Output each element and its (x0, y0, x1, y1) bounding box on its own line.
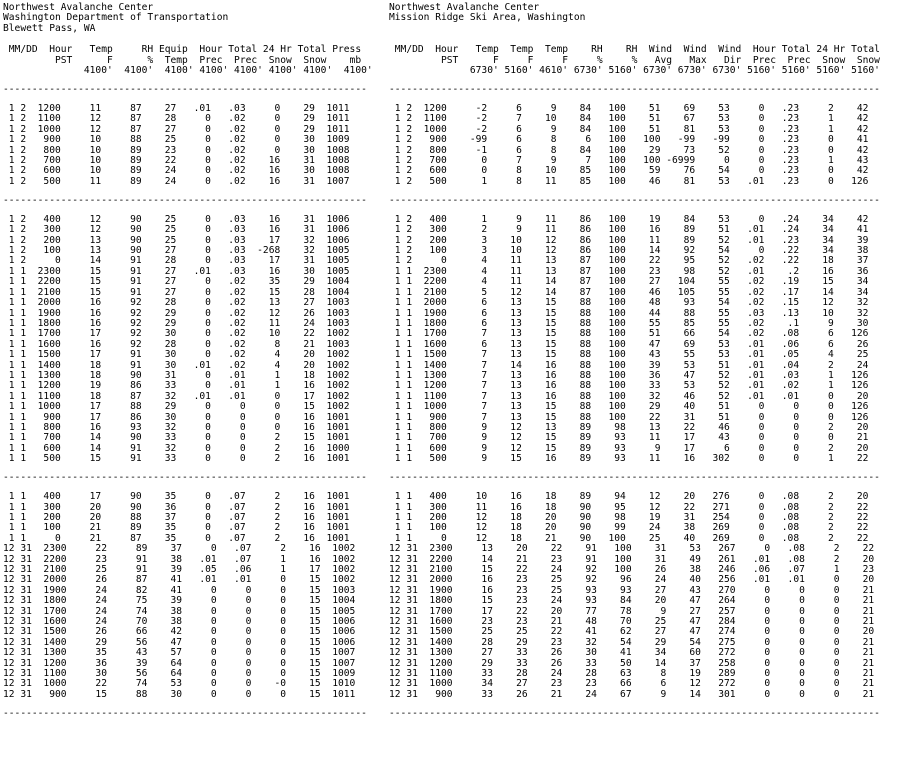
table-row: 12 31 1600 24 70 38 0 0 0 15 1006 (3, 616, 356, 628)
data-table (389, 85, 880, 719)
table-row: 1 1 900 7 13 15 88 100 22 31 51 0 0 0 126 (389, 411, 869, 423)
table-row: 1 1 300 20 90 36 0 .07 2 16 1001 (3, 501, 350, 513)
table-row: 12 31 1400 29 56 47 0 0 0 15 1006 (3, 636, 356, 648)
table-row: 1 1 1200 19 86 33 0 .01 1 16 1002 (3, 380, 350, 392)
table-row: 1 1 1800 16 92 29 0 .02 11 24 1003 (3, 317, 350, 329)
table-row: 12 31 1100 30 56 64 0 0 0 15 1009 (3, 668, 356, 680)
table-row: 1 1 1500 17 91 30 0 .02 4 20 1002 (3, 349, 350, 361)
table-row: 12 31 900 33 26 21 24 67 9 14 301 0 0 0 21 (389, 688, 875, 700)
table-row: 1 1 2300 15 91 27 .01 .03 16 30 1005 (3, 265, 350, 277)
table-row: 1 1 300 11 16 18 90 95 12 22 271 0 .08 2 22 (389, 501, 869, 513)
table-row: 1 2 200 3 10 12 86 100 11 89 52 .01 .23 34 39 (389, 234, 869, 246)
table-row: 1 1 500 15 91 33 0 0 2 16 1001 (3, 453, 350, 465)
table-row: 12 31 1500 25 25 22 41 62 27 47 274 0 0 0 20 (389, 626, 875, 638)
table-row: 12 31 1700 24 74 38 0 0 0 15 1005 (3, 605, 356, 617)
table-row: 12 31 2100 25 91 39 .05 .06 1 17 1002 (3, 564, 356, 576)
table-row: 1 1 1000 7 13 15 88 100 29 40 51 0 0 0 126 (389, 401, 869, 413)
table-row: 12 31 1900 16 23 25 93 93 27 43 270 0 0 0 21 (389, 584, 875, 596)
table-row: 1 1 1100 18 87 32 .01 .01 0 17 1002 (3, 390, 350, 402)
dashed-rule: --------------------------------------------------------------- (3, 472, 367, 484)
table-row: 12 31 2000 26 87 41 .01 .01 0 15 1002 (3, 574, 356, 586)
table-row: 1 1 1700 17 92 30 0 .02 10 22 1002 (3, 328, 350, 340)
column-header-row-3: 4100' 4100' 4100' 4100' 4100' 4100' 4100' 4100' (3, 65, 373, 77)
table-row: 1 1 1200 7 13 16 88 100 33 53 52 .01 .02 1 126 (389, 380, 869, 392)
table-row: 1 2 0 14 91 28 0 .03 17 31 1005 (3, 255, 350, 267)
table-row: 1 2 300 12 90 25 0 .03 16 31 1006 (3, 224, 350, 236)
table-row: 1 1 2100 5 12 14 87 100 46 105 55 .02 .17 14 34 (389, 286, 869, 298)
table-row: 1 1 500 9 15 16 89 93 11 16 302 0 0 1 22 (389, 453, 869, 465)
table-row: 12 31 1300 35 43 57 0 0 0 15 1007 (3, 647, 356, 659)
table-row: 1 1 700 14 90 33 0 0 2 15 1001 (3, 432, 350, 444)
dashed-rule: --------------------------------------------------------------- (3, 707, 367, 719)
table-row: 1 2 700 10 89 22 0 .02 16 31 1008 (3, 155, 350, 167)
table-row: 1 2 100 3 10 12 86 100 14 92 54 0 .22 34 38 (389, 245, 869, 257)
table-row: 12 31 2100 15 22 24 92 100 26 38 246 .06 .07 1 23 (389, 564, 875, 576)
table-row: 12 31 2200 14 21 23 91 100 31 49 261 .01 .08 2 20 (389, 553, 875, 565)
dashed-rule: ------------------------------------------------------------------------------------- (389, 472, 880, 484)
table-row: 1 2 500 11 89 24 0 .02 16 31 1007 (3, 175, 350, 187)
table-row: 12 31 900 15 88 30 0 0 0 15 1011 (3, 688, 356, 700)
table-row: 1 1 1300 18 90 31 0 .01 1 18 1002 (3, 369, 350, 381)
table-row: 1 1 200 12 18 20 90 98 19 31 254 0 .08 2 22 (389, 511, 869, 523)
table-row: 1 1 1500 7 13 15 88 100 43 55 53 .01 .05 4 25 (389, 349, 869, 361)
table-row: 1 1 1900 6 13 15 88 100 44 88 55 .03 .13 10 32 (389, 307, 869, 319)
table-row: 1 1 800 16 93 32 0 0 0 16 1001 (3, 421, 350, 433)
table-row: 12 31 1600 23 23 21 48 70 25 47 284 0 0 0 21 (389, 616, 875, 628)
table-row: 1 1 2000 6 13 15 88 100 48 93 54 .02 .15 12 32 (389, 297, 869, 309)
blewett-pass-panel (3, 3, 373, 719)
table-row: 1 1 1800 6 13 15 88 100 55 85 55 .02 .1 9 30 (389, 317, 869, 329)
table-row: 1 2 1000 12 87 27 0 .02 0 29 1011 (3, 123, 350, 135)
table-row: 1 1 200 20 88 37 0 .07 2 16 1001 (3, 511, 350, 523)
table-row: 12 31 1300 27 33 26 30 41 34 60 272 0 0 0 21 (389, 647, 875, 659)
table-row: 1 2 500 1 8 11 85 100 46 81 53 .01 .23 0 126 (389, 175, 869, 187)
station-location: Blewett Pass, WA (3, 22, 96, 34)
station-agency: Washington Department of Transportation (3, 12, 229, 24)
table-row: 12 31 2000 16 23 25 92 96 24 40 256 .01 .01 0 20 (389, 574, 875, 586)
table-row: 1 1 2200 4 11 14 87 100 27 104 55 .02 .19 15 34 (389, 276, 869, 288)
table-row: 1 2 600 10 89 24 0 .02 16 30 1008 (3, 165, 350, 177)
table-row: 12 31 1400 28 29 23 32 54 29 54 275 0 0 0 21 (389, 636, 875, 648)
table-row: 1 1 400 17 90 35 0 .07 2 16 1001 (3, 491, 350, 503)
table-row: 1 1 600 9 12 15 89 93 9 17 6 0 0 2 20 (389, 442, 869, 454)
station-title: Northwest Avalanche Center (389, 2, 540, 13)
dashed-rule: ------------------------------------------------------------------------------------- (389, 84, 880, 96)
table-row: 1 1 1300 7 13 16 88 100 36 47 52 .01 .03 1 126 (389, 369, 869, 381)
table-row: 1 1 0 12 18 21 90 100 25 40 269 0 .08 2 22 (389, 532, 869, 544)
table-row: 1 2 1200 11 87 27 .01 .03 0 29 1011 (3, 103, 350, 115)
data-table (3, 85, 373, 719)
table-row: 12 31 1200 36 39 64 0 0 0 15 1007 (3, 657, 356, 669)
station-title: Northwest Avalanche Center (3, 2, 154, 13)
table-row: 12 31 1100 33 28 24 28 63 8 19 289 0 0 0 21 (389, 668, 875, 680)
column-header-row-2: PST F % Temp Prec Prec Snow Snow mb (3, 54, 362, 66)
table-row: 12 31 2300 13 20 22 91 100 31 53 267 0 .08 2 22 (389, 543, 875, 555)
table-row: 1 1 600 14 91 32 0 0 2 16 1000 (3, 442, 350, 454)
table-row: 1 1 1600 16 92 28 0 .02 8 21 1003 (3, 338, 350, 350)
table-row: 1 1 900 17 86 30 0 0 0 16 1001 (3, 411, 350, 423)
table-row: 1 2 600 0 8 10 85 100 59 76 54 0 .23 0 42 (389, 165, 869, 177)
table-row: 1 1 1900 16 92 29 0 .02 12 26 1003 (3, 307, 350, 319)
table-row: 1 1 1400 7 14 16 88 100 39 53 51 .01 .04 2 24 (389, 359, 869, 371)
table-row: 1 2 1100 -2 7 10 84 100 51 67 53 0 .23 1 42 (389, 113, 869, 125)
table-row: 1 2 800 -1 6 8 84 100 29 73 52 0 .23 0 42 (389, 144, 869, 156)
table-row: 12 31 1000 34 27 23 23 66 6 12 272 0 0 0 21 (389, 678, 875, 690)
dashed-rule: ------------------------------------------------------------------------------------- (389, 194, 880, 206)
column-header-row-2: PST F F F % % Avg Max Dir Prec Prec Snow Snow (389, 54, 880, 66)
table-row: 12 31 1200 29 33 26 33 50 14 37 258 0 0 0 21 (389, 657, 875, 669)
table-row: 1 2 900 -99 6 8 6 100 100 -99 -99 0 .23 0 41 (389, 134, 869, 146)
column-header-row-1: MM/DD Hour Temp Temp Temp RH RH Wind Wind Wind Hour Total 24 Hr Total (389, 44, 880, 56)
mission-ridge-panel (389, 3, 880, 719)
table-row: 1 2 0 4 11 13 87 100 22 95 52 .02 .22 18 37 (389, 255, 869, 267)
table-row: 1 1 2200 15 91 27 0 .02 35 29 1004 (3, 276, 350, 288)
table-row: 1 1 400 10 16 18 89 94 12 20 276 0 .08 2 20 (389, 491, 869, 503)
table-row: 12 31 1900 24 82 41 0 0 0 15 1003 (3, 584, 356, 596)
table-row: 1 2 300 2 9 11 86 100 16 89 51 .01 .24 34 41 (389, 224, 869, 236)
table-row: 12 31 1700 17 22 20 77 78 9 27 257 0 0 0 21 (389, 605, 875, 617)
table-row: 1 2 1100 12 87 28 0 .02 0 29 1011 (3, 113, 350, 125)
table-row: 1 2 800 10 89 23 0 .02 0 30 1008 (3, 144, 350, 156)
table-row: 1 1 1600 6 13 15 88 100 47 69 53 .01 .06 6 26 (389, 338, 869, 350)
table-row: 1 1 2000 16 92 28 0 .02 13 27 1003 (3, 297, 350, 309)
column-header-row-3: 6730' 5160' 4610' 6730' 5160' 6730' 6730' 6730' 5160' 5160' 5160' 5160' (389, 65, 880, 77)
column-header-row-1: MM/DD Hour Temp RH Equip Hour Total 24 Hr Total Press (3, 44, 362, 56)
table-row: 1 2 900 10 88 25 0 .02 0 30 1009 (3, 134, 350, 146)
table-row: 1 2 1000 -2 6 9 84 100 51 81 53 0 .23 1 42 (389, 123, 869, 135)
table-row: 12 31 2300 22 89 37 0 .07 2 16 1002 (3, 543, 356, 555)
table-row: 12 31 1000 22 74 53 0 0 -0 15 1010 (3, 678, 356, 690)
table-row: 1 1 1700 7 13 15 88 100 51 66 54 .02 .08 6 126 (389, 328, 869, 340)
table-row: 1 1 0 21 87 35 0 .07 2 16 1001 (3, 532, 350, 544)
table-row: 1 2 200 13 90 25 0 .03 17 32 1006 (3, 234, 350, 246)
table-row: 1 2 100 13 90 27 0 .03 -268 32 1005 (3, 245, 350, 257)
table-row: 1 1 2300 4 11 13 87 100 23 98 52 .01 .2 16 36 (389, 265, 869, 277)
dashed-rule: --------------------------------------------------------------- (3, 84, 367, 96)
table-row: 1 2 1200 -2 6 9 84 100 51 69 53 0 .23 2 42 (389, 103, 869, 115)
table-row: 1 1 1100 7 13 16 88 100 32 46 52 .01 .01 0 20 (389, 390, 869, 402)
table-row: 12 31 1800 24 75 39 0 0 0 15 1004 (3, 595, 356, 607)
table-row: 1 2 400 1 9 11 86 100 19 84 53 0 .24 34 42 (389, 213, 869, 225)
table-row: 1 2 700 0 7 9 7 100 100 -6999 0 0 .23 1 43 (389, 155, 869, 167)
table-row: 12 31 2200 23 91 38 .01 .07 1 16 1002 (3, 553, 356, 565)
table-row: 12 31 1500 26 66 42 0 0 0 15 1006 (3, 626, 356, 638)
table-row: 1 1 100 12 18 20 90 99 24 38 269 0 .08 2 22 (389, 522, 869, 534)
table-row: 1 1 100 21 89 35 0 .07 2 16 1001 (3, 522, 350, 534)
dashed-rule: --------------------------------------------------------------- (3, 194, 367, 206)
table-row: 1 1 800 9 12 13 89 98 13 22 46 0 0 2 20 (389, 421, 869, 433)
table-row: 1 1 1400 18 91 30 .01 .02 4 20 1002 (3, 359, 350, 371)
table-row: 1 1 1000 17 88 29 0 0 0 15 1002 (3, 401, 350, 413)
table-row: 1 1 700 9 12 15 89 93 11 17 43 0 0 0 21 (389, 432, 869, 444)
table-row: 1 2 400 12 90 25 0 .03 16 31 1006 (3, 213, 350, 225)
table-row: 12 31 1800 15 23 24 93 84 20 47 264 0 0 0 21 (389, 595, 875, 607)
table-row: 1 1 2100 15 91 27 0 .02 15 28 1004 (3, 286, 350, 298)
dashed-rule: ------------------------------------------------------------------------------------- (389, 707, 880, 719)
station-location: Mission Ridge Ski Area, Washington (389, 12, 586, 24)
